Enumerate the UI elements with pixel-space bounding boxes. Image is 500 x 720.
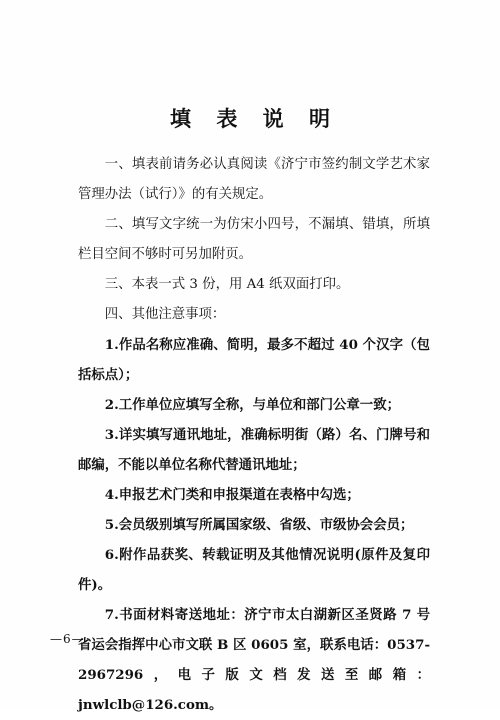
instruction-item-2: 二、填写文字统一为仿宋小四号，不漏填、错填，所填栏目空间不够时可另加附页。	[78, 217, 430, 262]
note-item-2: 2.工作单位应填写全称，与单位和部门公章一致；	[104, 397, 400, 413]
note-item-6: 6.附作品获奖、转载证明及其他情况说明(原件及复印件)。	[78, 547, 430, 593]
note-item-7: 7.书面材料寄送地址：济宁市太白湖新区圣贤路 7 号省运会指挥中心市文联 B 区 0605 室，联系电话：0537-2967296，电子版文档发送至邮箱：jnwlclb@126.com。	[78, 607, 430, 713]
instructions-body	[78, 150, 430, 720]
instruction-item-4: 四、其他注意事项：	[104, 307, 226, 322]
note-item-1: 1.作品名称应准确、简明，最多不超过 40 个汉字（包括标点）；	[78, 337, 430, 383]
note-item-4: 4.申报艺术门类和申报渠道在表格中勾选；	[104, 487, 360, 503]
page-number: —6—	[50, 632, 85, 646]
instruction-item-3: 三、本表一式 3 份，用 A4 纸双面打印。	[104, 277, 350, 292]
instruction-item-1: 一、填表前请务必认真阅读《济宁市签约制文学艺术家管理办法（试行）》的有关规定。	[78, 157, 430, 202]
note-item-5: 5.会员级别填写所属国家级、省级、市级协会会员；	[104, 517, 414, 533]
note-item-3: 3.详实填写通讯地址，准确标明街（路）名、门牌号和邮编，不能以单位名称代替通讯地址；	[78, 427, 430, 473]
page-title: 填 表 说 明	[170, 106, 339, 131]
